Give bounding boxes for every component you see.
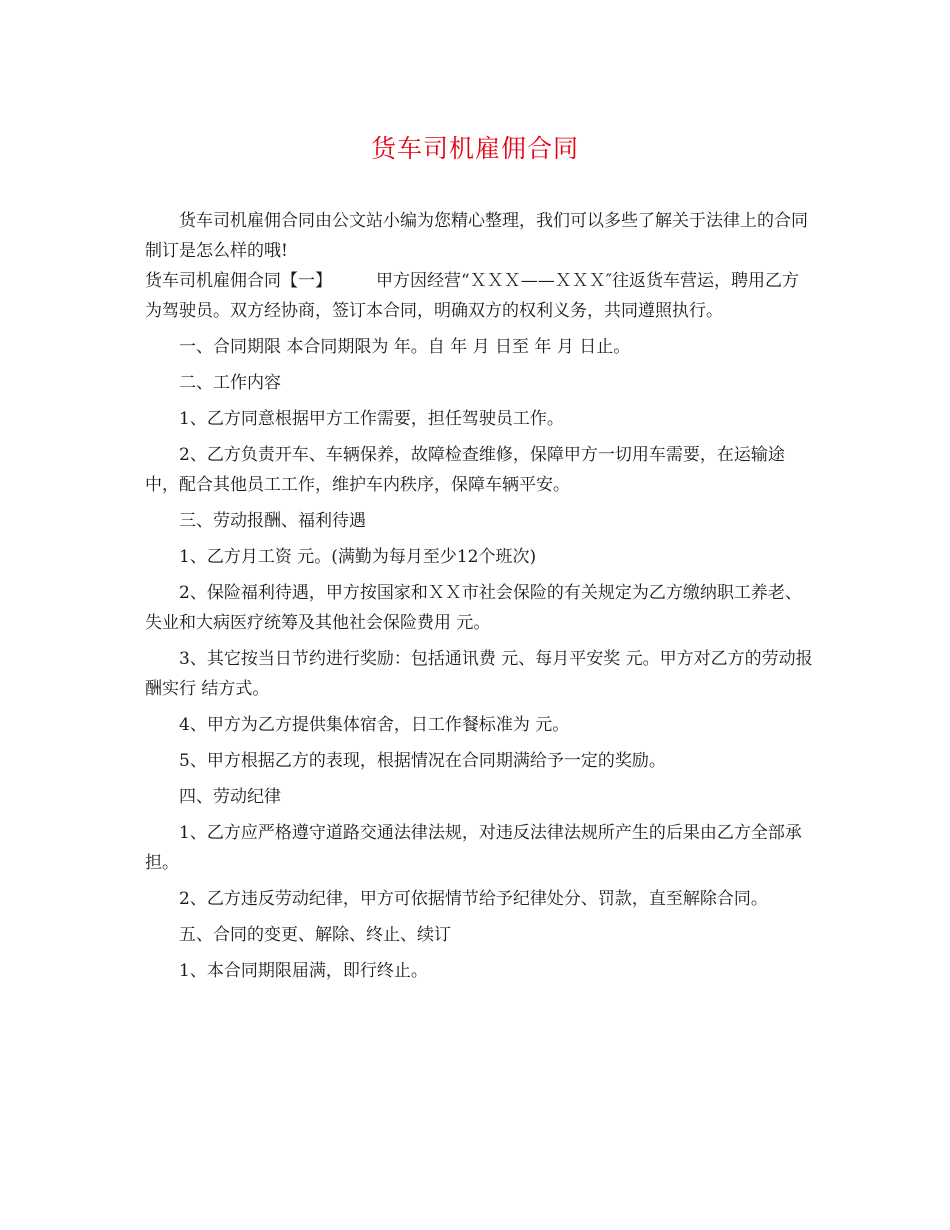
clause-paragraph: 2、保险福利待遇，甲方按国家和ＸＸ市社会保险的有关规定为乙方缴纳职工养老、失业和大病医疗统筹及其他社会保险费用 元。 — [145, 583, 802, 633]
clause-paragraph: 1、乙方同意根据甲方工作需要，担任驾驶员工作。 — [179, 409, 564, 429]
clause-paragraph: 1、乙方应严格遵守道路交通法律法规，对违反法律法规所产生的后果由乙方全部承担。 — [145, 823, 802, 873]
clause-heading: 二、工作内容 — [179, 373, 281, 393]
clause-paragraph: 3、其它按当日节约进行奖励：包括通讯费 元、每月平安奖 元。甲方对乙方的劳动报酬实行 结方式。 — [145, 649, 813, 699]
intro-paragraph: 货车司机雇佣合同由公文站小编为您精心整理，我们可以多些了解关于法律上的合同制订是怎么样的哦! — [145, 211, 808, 261]
clause-heading: 三、劳动报酬、福利待遇 — [179, 511, 366, 531]
clause-paragraph: 2、乙方违反劳动纪律，甲方可依据情节给予纪律处分、罚款，直至解除合同。 — [179, 889, 768, 909]
clause-heading: 五、合同的变更、解除、终止、续订 — [179, 925, 451, 945]
section-heading: 货车司机雇佣合同【一】 — [145, 271, 332, 291]
clause-paragraph: 1、乙方月工资 元。(满勤为每月至少12个班次) — [179, 547, 537, 567]
clause-paragraph: 1、本合同期限届满，即行终止。 — [179, 961, 428, 981]
clause-paragraph: 4、甲方为乙方提供集体宿舍，日工作餐标准为 元。 — [179, 715, 570, 735]
clause-heading: 四、劳动纪律 — [179, 787, 281, 807]
clause-paragraph: 5、甲方根据乙方的表现，根据情况在合同期满给予一定的奖励。 — [179, 751, 666, 771]
preamble-paragraph — [145, 266, 815, 326]
document-body — [145, 206, 815, 986]
clause-paragraph: 一、合同期限 本合同期限为 年。自 年 月 日至 年 月 日止。 — [179, 337, 631, 357]
document-title: 货车司机雇佣合同 — [370, 134, 579, 163]
clause-paragraph: 2、乙方负责开车、车辆保养，故障检查维修，保障甲方一切用车需要，在运输途中，配合其他员工工作，维护车内秩序，保障车辆平安。 — [145, 445, 785, 495]
preamble-text: 甲方因经营“ＸＸＸ——ＸＸＸ″往返货车营运，聘用乙方为驾驶员。双方经协商，签订本合同，明确双方的权利义务，共同遵照执行。 — [145, 271, 800, 321]
